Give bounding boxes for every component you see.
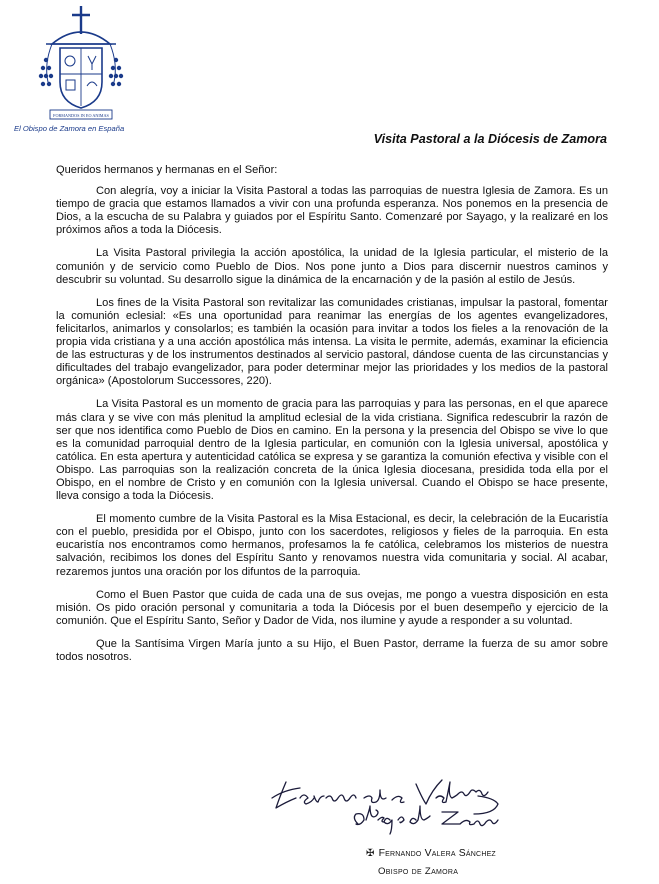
document-title: Visita Pastoral a la Diócesis de Zamora — [373, 132, 607, 146]
signatory-title: Obispo de Zamora — [378, 866, 459, 877]
coat-of-arms-icon — [38, 4, 124, 124]
salutation: Queridos hermanos y hermanas en el Señor: — [56, 164, 278, 176]
paragraph: Los fines de la Visita Pastoral son revitalizar las comunidades cristianas, impulsar la pastoral, fomentar la comunión eclesial: «Es una oportunidad para reanimar las energías de los agentes evangelizadores, felicitarlos, animarlos y consolarlos; es también la ocasión para invitar a todos los fieles a la renovación de la propia vida cristiana y a una acción apostólica más intensa. La visita le permite, además, examinar la eficiencia de las estructuras y de los instrumentos destinados al servicio pastoral, dándose cuenta de las circunstancias y dificultades del trabajo evangelizador, para poder determinar mejor las prioridades y los medios de la pastoral orgánica» (Apostolorum Successores, 220). — [56, 296, 608, 388]
closing-paragraph: Que la Santísima Virgen María junto a su Hijo, el Buen Pastor, derrame la fuerza de su amor sobre todos nosotros. — [56, 637, 608, 663]
signatory-name — [366, 848, 496, 859]
coat-caption: El Obispo de Zamora en España — [14, 124, 125, 133]
paragraph: Como el Buen Pastor que cuida de cada una de sus ovejas, me pongo a vuestra disposición en esta misión. Os pido oración personal y comunitaria a toda la Diócesis por el buen desempeño y ejercicio de la comunión. Que el Espíritu Santo, Señor y Dador de Vida, nos ilumine y ayude a responder a su voluntad. — [56, 588, 608, 627]
coat-motto: FORMANDOS IN EO ANIMAS — [53, 113, 109, 118]
handwritten-signature — [266, 768, 546, 844]
cross-icon: ✠ — [366, 848, 375, 859]
signatory-name-text: Fernando Valera Sánchez — [378, 848, 496, 859]
paragraph: El momento cumbre de la Visita Pastoral es la Misa Estacional, es decir, la celebración de la Eucaristía con el pueblo, presidida por el Obispo, junto con los sacerdotes, religiosos y fieles de la parroquia. En esta eucaristía nos encontramos como hermanos, profesamos la fe católica, celebramos los misterios de nuestra salvación, recibimos los dones del Espíritu Santo y renovamos nuestra vida comunitaria y social. Al acabar, rezaremos juntos una oración por los difuntos de la parroquia. — [56, 513, 608, 578]
paragraph: La Visita Pastoral privilegia la acción apostólica, la unidad de la Iglesia particular, el misterio de la comunión y de servicio como Pueblo de Dios. Nos pone junto a Dios para discernir nuestros caminos y descubrir su voluntad. Su desarrollo sigue la dinámica de la encarnación y de la pasión al estilo de Jesús. — [56, 247, 608, 286]
paragraph: Con alegría, voy a iniciar la Visita Pastoral a todas las parroquias de nuestra Iglesia de Zamora. Es un tiempo de gracia que estamos llamados a vivir con una profunda esperanza. Nos ponemos en la presencia de Dios, a la escucha de su Palabra y guiados por el Espíritu Santo. Comenzaré por Sayago, y la realizaré en los próximos años a toda la Diócesis. — [56, 185, 608, 237]
paragraph: La Visita Pastoral es un momento de gracia para las parroquias y para las personas, en el que aparece más clara y se vive con más plenitud la amplitud eclesial de la vida cristiana. Significa redescubrir la razón de ser que nos identifica como Pueblo de Dios en camino. En la persona y la presencia del Obispo se vive lo que es la comunidad parroquial dentro de la Iglesia particular, en comunión con la Iglesia universal, apostólica y católica. En esta apertura y autenticidad católica se expresa y se garantiza la comunión efectiva y visible con el Obispo. Las parroquias son la realización concreta de la única Iglesia diocesana, presidida toda ella por el Obispo, en el nombre de Cristo y en comunión con la Iglesia universal. Cuando el Obispo se hace presente, lleva consigo a toda la Diócesis. — [56, 398, 608, 503]
letter-body — [56, 164, 608, 664]
